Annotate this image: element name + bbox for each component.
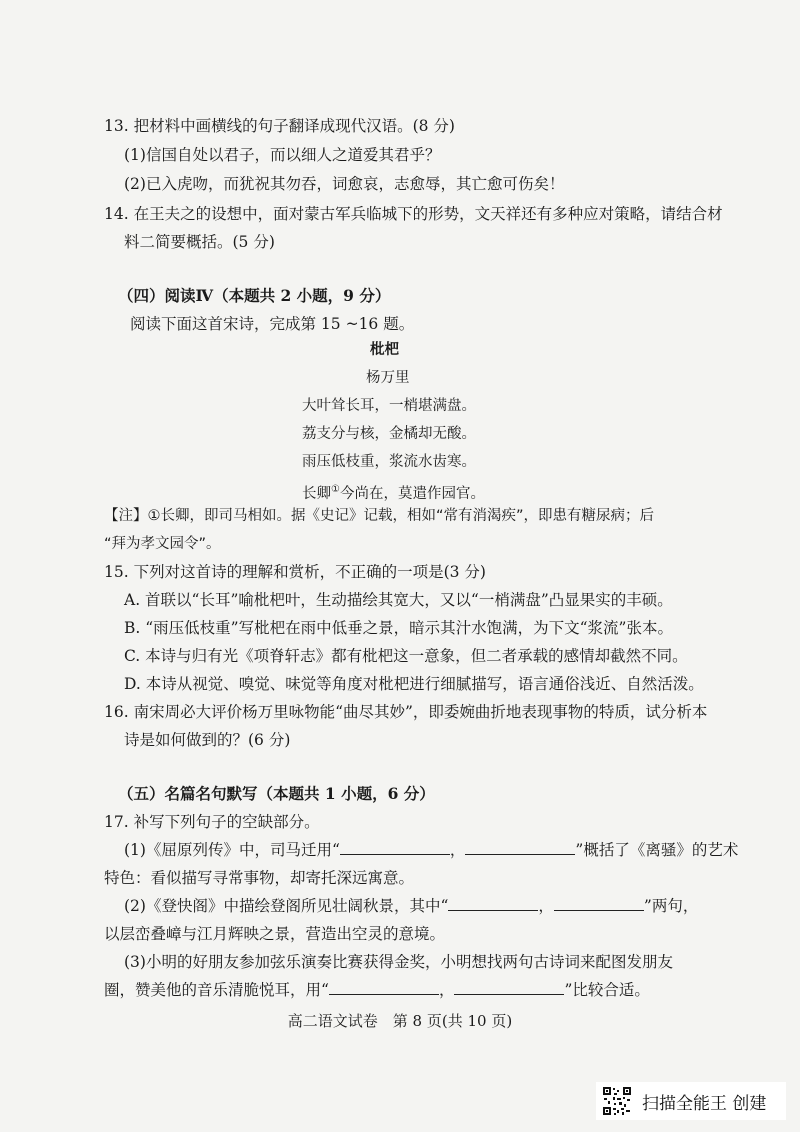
q17-item-3-blank-2[interactable] [454,980,564,995]
poem-line-3: 雨压低枝重，浆流水齿寒。 [302,454,476,470]
q15-option-d: D. 本诗从视觉、嗅觉、味觉等角度对枇杷进行细腻描写，语言通俗浅近、自然活泼。 [124,675,704,693]
q15-option-c: C. 本诗与归有光《项脊轩志》都有枇杷这一意象，但二者承载的感情却截然不同。 [124,647,688,665]
q17-item-1-prefix: (1)《屈原列传》中，司马迁用“ [124,841,340,859]
q17-stem: 17. 补写下列句子的空缺部分。 [104,813,320,831]
q17-item-3-comma: ， [438,981,455,999]
q13-sentence-2: (2)已入虎吻，而犹祝其勿吞，词愈哀，志愈辱，其亡愈可伤矣！ [124,175,565,193]
q17-item-3-line-1: (3)小明的好朋友参加弦乐演奏比赛获得金奖，小明想找两句古诗词来配图发朋友 [124,953,673,971]
q16-line-2: 诗是如何做到的？(6 分) [124,731,291,749]
q17-item-2-prefix: (2)《登快阁》中描绘登阁所见壮阔秋景，其中“ [124,897,449,915]
q17-item-3-prefix: 圈，赞美他的音乐清脆悦耳，用“ [104,981,329,999]
scanner-watermark-text: 扫描全能王 创建 [642,1093,767,1114]
section5-heading: （五）名篇名句默写（本题共 1 小题，6 分） [118,784,435,803]
q14-line-2: 料二简要概括。(5 分) [124,233,275,251]
poem-line-4-start: 长卿 [302,485,331,502]
q17-item-2-blank-1[interactable] [448,896,538,911]
q17-item-2-line-2: 以层峦叠嶂与江月辉映之景，营造出空灵的意境。 [104,925,446,943]
q17-item-1-blank-2[interactable] [465,840,575,855]
q17-item-1-line-2: 特色：看似描写寻常事物，却寄托深远寓意。 [104,869,415,887]
q17-item-3-suffix: ”比较合适。 [564,981,650,999]
poem-note-mark: ① [331,484,340,495]
q14-line-1: 14. 在王夫之的设想中，面对蒙古军兵临城下的形势，文天祥还有多种应对策略，请结合材 [104,205,723,223]
poem-line-4 [302,480,485,504]
qr-code-icon [602,1086,632,1116]
section4-intro: 阅读下面这首宋诗，完成第 15 ~16 题。 [130,315,415,333]
q17-item-2-suffix: ”两句， [643,897,699,915]
poem-line-1: 大叶耸长耳，一梢堪满盘。 [302,398,476,414]
q13-sentence-1: (1)信国自处以君子，而以细人之道爱其君乎？ [124,146,441,164]
q16-line-1: 16. 南宋周必大评价杨万里咏物能“曲尽其妙”，即委婉曲折地表现事物的特质，试分析本 [104,703,708,721]
scanner-watermark [596,1082,786,1120]
section4-heading: （四）阅读Ⅳ（本题共 2 小题，9 分） [118,286,391,305]
q17-item-1 [124,840,738,860]
q17-item-2 [124,896,698,916]
poem-line-4-end: 今尚在，莫遣作园官。 [339,485,485,502]
q17-item-1-suffix: ”概括了《离骚》的艺术 [575,841,739,859]
poem-author: 杨万里 [366,370,410,386]
q17-item-3-blank-1[interactable] [329,980,439,995]
poem-note-line-1: 【注】①长卿，即司马相如。据《史记》记载，相如“常有消渴疾”，即患有糖尿病；后 [104,508,655,524]
q17-item-2-blank-2[interactable] [554,896,644,911]
poem-note-line-2: “拜为孝文园令”。 [104,536,221,552]
poem-line-2: 荔支分与核，金橘却无酸。 [302,426,476,442]
q17-item-1-comma: ， [449,841,466,859]
poem-title: 枇杷 [370,342,399,358]
q15-stem: 15. 下列对这首诗的理解和赏析，不正确的一项是(3 分) [104,563,486,581]
q17-item-1-blank-1[interactable] [340,840,450,855]
q15-option-b: B. “雨压低枝重”写枇杷在雨中低垂之景，暗示其汁水饱满，为下文“浆流”张本。 [124,619,673,637]
page-footer: 高二语文试卷 第 8 页(共 10 页) [287,1012,513,1030]
q13-stem: 13. 把材料中画横线的句子翻译成现代汉语。(8 分) [104,117,455,135]
q17-item-2-comma: ， [538,897,554,915]
q17-item-3-line-2 [104,980,650,1000]
q15-option-a: A. 首联以“长耳”喻枇杷叶，生动描绘其宽大，又以“一梢满盘”凸显果实的丰硕。 [124,591,673,609]
